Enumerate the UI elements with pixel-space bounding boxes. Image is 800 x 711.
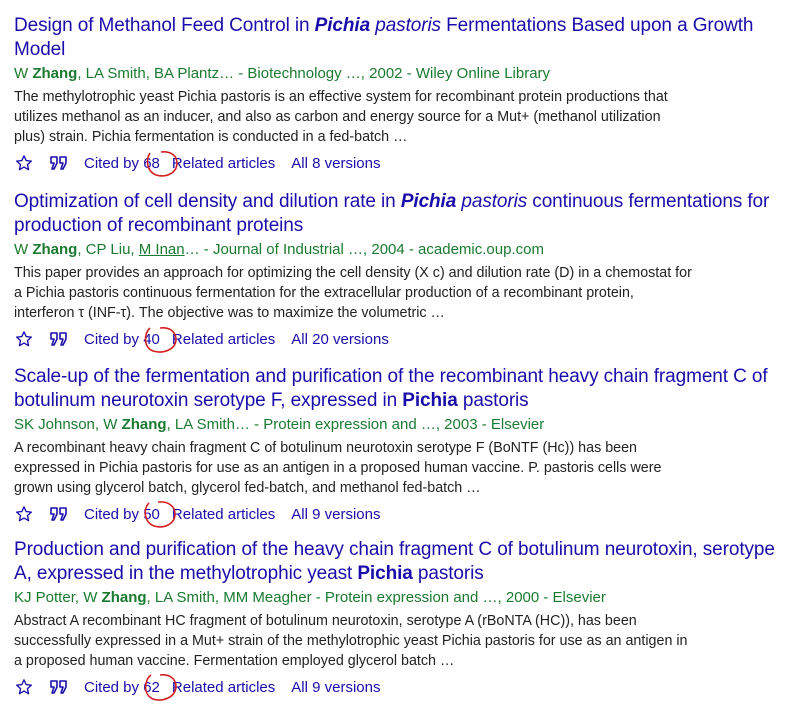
cited-by-count: 62 xyxy=(143,678,160,696)
result-authors: W Zhang, CP Liu, M Inan… - Journal of Industrial …, 2004 - academic.oup.com xyxy=(14,241,544,258)
author-link[interactable]: M Inan xyxy=(138,241,185,258)
cited-by-link[interactable]: Cited by 68 xyxy=(84,155,160,172)
result-actions xyxy=(14,328,794,350)
cited-by-count: 40 xyxy=(143,330,160,348)
cite-icon[interactable] xyxy=(48,153,70,173)
result-authors: W Zhang, LA Smith, BA Plantz… - Biotechnology …, 2002 - Wiley Online Library xyxy=(14,65,551,82)
star-icon[interactable] xyxy=(14,153,34,173)
star-icon[interactable] xyxy=(14,504,34,524)
result-item xyxy=(14,538,794,698)
result-title[interactable]: Production and purification of the heavy chain fragment C of botulinum neurotoxin, serotype A, expressed in the methylotrophic yeast Pichia pastoris xyxy=(14,539,775,584)
result-snippet: A recombinant heavy chain fragment C of botulinum neurotoxin serotype F (BoNTF (Hc)) has been expressed in Pichia pastoris for use as an antigen in a proposed human vaccine. P. pastoris cells were grown using glycerol batch, glycerol fed-batch, and methanol fed-batch … xyxy=(14,440,662,496)
cite-icon[interactable] xyxy=(48,677,70,697)
result-title[interactable]: Design of Methanol Feed Control in Pichia pastoris Fermentations Based upon a Growth Model xyxy=(14,15,754,60)
cite-icon[interactable] xyxy=(48,329,70,349)
cited-by-count: 68 xyxy=(143,154,160,172)
cited-by-link[interactable]: Cited by 40 xyxy=(84,331,160,348)
related-articles-link[interactable]: Related articles xyxy=(171,154,276,172)
result-item xyxy=(14,190,794,350)
star-icon[interactable] xyxy=(14,677,34,697)
related-articles-link[interactable]: Related articles xyxy=(171,678,276,696)
cited-by-link[interactable]: Cited by 50 xyxy=(84,506,160,523)
result-authors: KJ Potter, W Zhang, LA Smith, MM Meagher - Protein expression and …, 2000 - Elsevier xyxy=(14,589,606,606)
result-item xyxy=(14,365,794,525)
result-actions xyxy=(14,152,794,174)
cite-icon[interactable] xyxy=(48,504,70,524)
result-snippet: The methylotrophic yeast Pichia pastoris is an effective system for recombinant protein productions that utilizes methanol as an inducer, and also as carbon and energy source for a Mut+ (methanol utilization plus) strain. Pichia fermentation is conducted in a fed-batch … xyxy=(14,89,668,145)
result-item xyxy=(14,14,794,174)
all-versions-link[interactable]: All 9 versions xyxy=(291,505,381,523)
result-actions xyxy=(14,503,794,525)
result-title[interactable]: Scale-up of the fermentation and purification of the recombinant heavy chain fragment C of botulinum neurotoxin serotype F, expressed in Pichia pastoris xyxy=(14,366,768,411)
cited-by-link[interactable]: Cited by 62 xyxy=(84,679,160,696)
related-articles-link[interactable]: Related articles xyxy=(171,330,276,348)
result-title[interactable]: Optimization of cell density and dilution rate in Pichia pastoris continuous fermentations for production of recombinant proteins xyxy=(14,191,770,236)
result-snippet: This paper provides an approach for optimizing the cell density (X c) and dilution rate (D) in a chemostat for a Pichia pastoris continuous fermentation for the extracellular production of a recombinant protein, interferon τ (INF-τ). The objective was to maximize the volumetric … xyxy=(14,265,692,321)
result-authors: SK Johnson, W Zhang, LA Smith… - Protein expression and …, 2003 - Elsevier xyxy=(14,416,545,433)
all-versions-link[interactable]: All 9 versions xyxy=(291,678,381,696)
all-versions-link[interactable]: All 20 versions xyxy=(291,330,389,348)
cited-by-count: 50 xyxy=(143,505,160,523)
result-actions xyxy=(14,676,794,698)
star-icon[interactable] xyxy=(14,329,34,349)
related-articles-link[interactable]: Related articles xyxy=(171,505,276,523)
all-versions-link[interactable]: All 8 versions xyxy=(291,154,381,172)
result-snippet: Abstract A recombinant HC fragment of botulinum neurotoxin, serotype A (rBoNTA (HC)), has been successfully expressed in a Mut+ strain of the methylotrophic yeast Pichia pastoris for use as an antigen in a proposed human vaccine. Fermentation employed glycerol batch … xyxy=(14,613,688,669)
